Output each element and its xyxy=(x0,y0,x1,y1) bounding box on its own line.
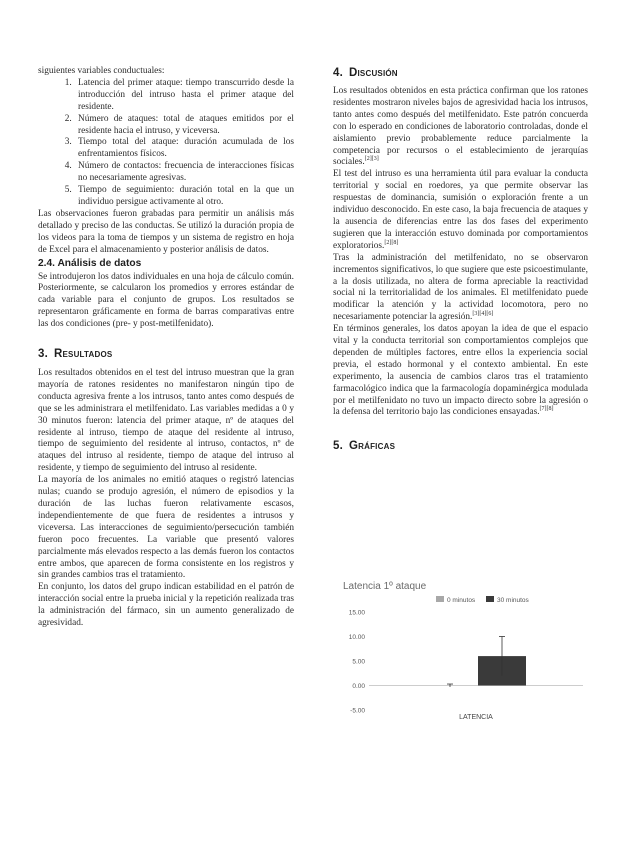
results-paragraph-1: Los resultados obtenidos en el test del intruso muestran que la gran mayoría de ratones residentes no manifestaron ningún tipo de conducta agresiva frente a los intrusos, tanto antes como después de que se les administrara el metilfenidato. Las variables medidas a 0 y 30 minutos fueron: latencia del primer ataque, nº de ataques del residente al intruso, tiempo de ataque del residente al intruso, tiempo de seguimiento del residente al intruso, contactos, nº de ataques del intruso al residente, tiempo de ataque del intruso al residente, y tiempo de seguimiento del intruso al residente. xyxy=(38,368,294,474)
legend-label-1: 30 minutos xyxy=(497,597,529,604)
discussion-paragraph-4: En términos generales, los datos apoyan la idea de que el espacio vital y la conducta territorial son comportamientos complejos que dependen de múltiples factores, entre ellos la experiencia social previa, el estado hormonal y el contexto ambiental. En este experimento, la ausencia de cambios claros tras el tratamiento farmacológico indica que la farmacología dopaminérgica modulada por el metilfenidato no tuvo un impacto directo sobre la agresión o la defensa del territorio bajo las condiciones ensayadas.[7][8] xyxy=(333,324,588,418)
chart-title: Latencia 1º ataque xyxy=(343,581,427,592)
x-category-label: LATENCIA xyxy=(459,714,493,721)
legend-swatch-0 xyxy=(436,596,444,602)
latency-chart xyxy=(333,574,588,724)
section-number: 3. xyxy=(38,348,48,361)
section-title: Resultados xyxy=(54,348,113,361)
legend-label-0: 0 minutos xyxy=(447,597,476,604)
section-number: 5. xyxy=(333,440,343,453)
discussion-paragraph-2: El test del intruso es una herramienta útil para evaluar la conducta territorial y social en roedores, ya que permite observar las respuestas de dominancia, sumisión o exploración frente a un individuo desconocido. En este caso, la baja frecuencia de ataques y la ausencia de diferencias entre las dos fases del experimento sugieren que la interacción estuvo dominada por comportamientos exploratorios.[2][8] xyxy=(333,169,588,251)
variables-list xyxy=(38,78,294,209)
section-heading-graphs xyxy=(333,439,588,453)
results-paragraph-2: La mayoría de los animales no emitió ataques o registró latencias nulas; cuando se produjo agresión, el número de episodios y la duración de las luchas fueron relativamente escasos, independientemente de que fuera de residentes a intrusos y viceversa. Las interacciones de seguimiento/persecución también fueron poco frecuentes. La variable que presentó valores parcialmente más elevados respecto a las demás fueron los contactos entre ambos, que aparecen de forma consistente en los registros y sin grandes cambios tras el tratamiento. xyxy=(38,475,294,581)
right-column xyxy=(333,66,588,453)
list-item: 5. Tiempo de seguimiento: duración total en la que un individuo persigue activamente al otro. xyxy=(74,185,294,209)
discussion-paragraph-1: Los resultados obtenidos en esta práctica confirman que los ratones residentes mostraron niveles bajos de agresividad hacia los intrusos, tanto antes como después del metilfenidato. Este patrón concuerda con lo esperado en condiciones de laboratorio controladas, donde el aislamiento previo probablemente reduce parcialmente la competencia por recursos o el establecimiento de jerarquías sociales.[2][3] xyxy=(333,86,588,168)
data-analysis-paragraph: Se introdujeron los datos individuales en una hoja de cálculo común. Posteriormente, se calcularon los promedios y errores estándar de cada variable para el conjunto de grupos. Los resultados se representaron gráficamente en forma de barras comparativas entre las dos condiciones (pre- y post-metilfenidato). xyxy=(38,271,294,330)
y-tick-label: -5.00 xyxy=(350,707,365,715)
citation: [2][3] xyxy=(364,156,379,163)
variables-intro: siguientes variables conductuales: xyxy=(38,66,165,76)
citation: [3][4][6] xyxy=(472,311,494,318)
y-tick-label: 0.00 xyxy=(352,683,365,690)
list-item: 2. Número de ataques: total de ataques emitidos por el residente hacia el intruso, y viceversa. xyxy=(74,114,294,138)
results-paragraph-3: En conjunto, los datos del grupo indican estabilidad en el patrón de interacción social entre la prueba inicial y la repetición realizada tras la administración del fármaco, sin un aumento generalizado de agresividad. xyxy=(38,582,294,629)
citation: [2][8] xyxy=(384,239,399,246)
section-title: Discusión xyxy=(349,67,398,79)
discussion-paragraph-3: Tras la administración del metilfenidato, no se observaron incrementos significativos, lo que sugiere que este psicoestimulante, a la dosis utilizada, no altera de forma apreciable la reactividad social ni la territorialidad de los animales. El metilfenidato puede modificar la atención y la actividad locomotora, pero no necesariamente potenciar la agresión.[3][4][6] xyxy=(333,252,588,323)
y-tick-label: 10.00 xyxy=(348,634,365,641)
section-heading-discussion xyxy=(333,66,588,80)
section-title: Gráficas xyxy=(349,440,396,453)
y-tick-label: 15.00 xyxy=(348,609,365,617)
y-tick-label: 5.00 xyxy=(352,658,365,666)
observations-paragraph: Las observaciones fueron grabadas para permitir un análisis más detallado y preciso de las conductas. Se utilizó la duración propia de los videos para la toma de tiempos y un sistema de registro en hoja de Excel para el almacenamiento y posterior análisis de datos. xyxy=(38,208,294,255)
section-number: 4. xyxy=(333,67,343,79)
list-item: 4. Número de contactos: frecuencia de interacciones físicas no necesariamente agresivas. xyxy=(74,161,294,185)
list-item: 3. Tiempo total del ataque: duración acumulada de los enfrentamientos físicos. xyxy=(74,137,294,161)
left-column xyxy=(38,66,294,630)
legend-swatch-1 xyxy=(486,596,494,602)
list-item: 1. Latencia del primer ataque: tiempo transcurrido desde la introducción del intruso hasta el primer ataque del residente. xyxy=(74,78,294,114)
subsection-title-data-analysis: 2.4. Análisis de datos xyxy=(38,257,142,269)
section-heading-results xyxy=(38,347,294,361)
citation: [7][8] xyxy=(539,406,554,413)
